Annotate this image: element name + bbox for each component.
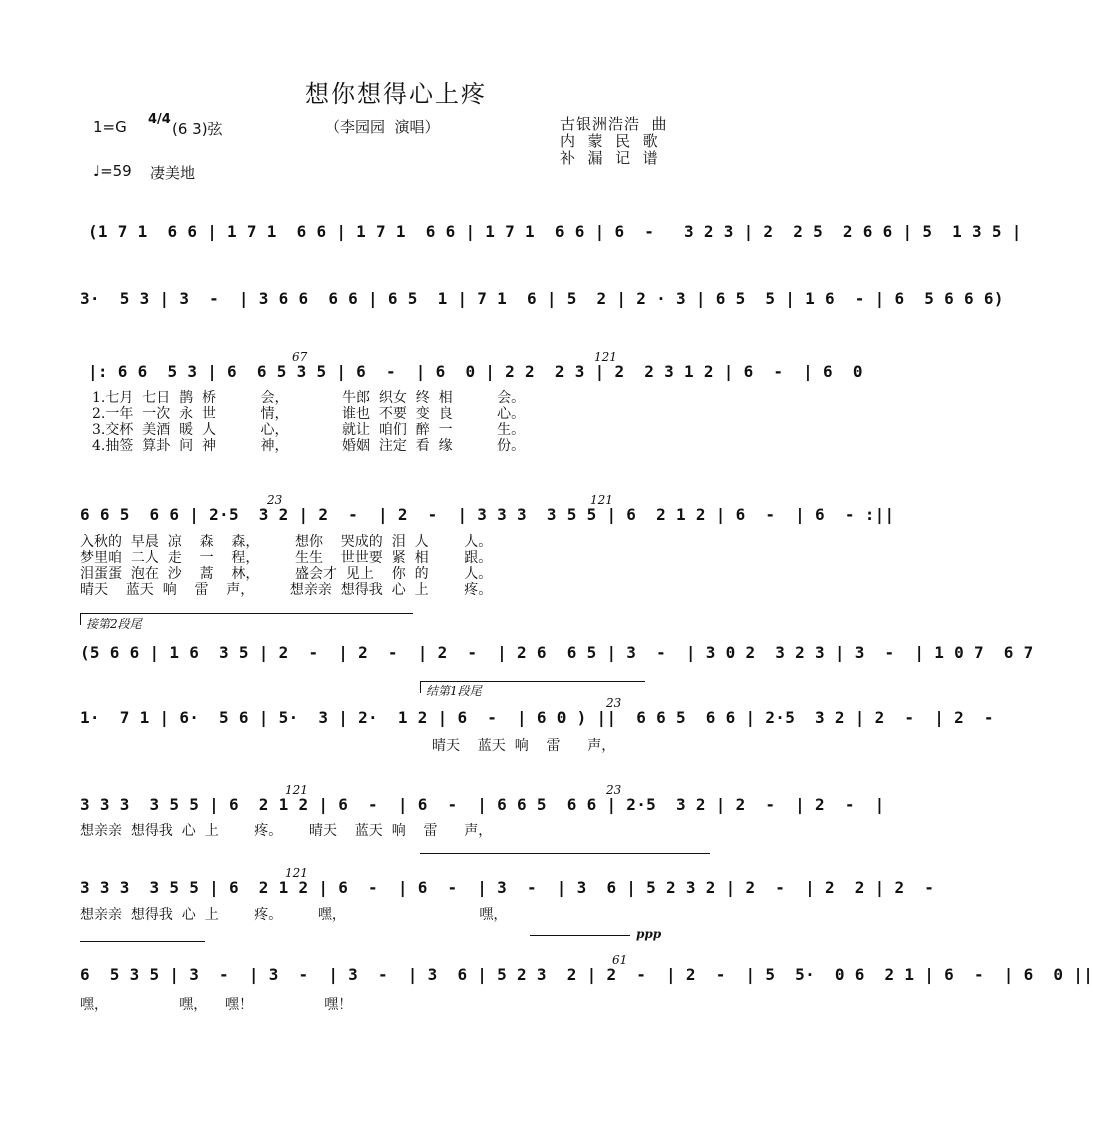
key-signature: 1=G bbox=[93, 118, 127, 136]
score-line-3: |: 6 6 5 3 | 6 6 5 3 5 | 6 - | 6 0 | 2 2 2 3 | 2 2 3 1 2 | 6 - | 6 0 bbox=[88, 362, 863, 381]
lyrics-line-6: 晴天 蓝天 响 雷 声， bbox=[432, 738, 616, 754]
score-line-9: 6 5 3 5 | 3 - | 3 - | 3 - | 3 6 | 5 2 3 2 | 2 - | 2 - | 5 5· 0 6 2 1 | 6 - | 6 0 || bbox=[80, 965, 1093, 984]
grace-note: 67 bbox=[292, 350, 308, 364]
ending-mark: 结第1段尾 bbox=[426, 684, 482, 698]
tempo: ♩=59 bbox=[93, 162, 132, 180]
performer: （李园园 演唱） bbox=[325, 118, 440, 136]
slur-line bbox=[80, 941, 205, 942]
composer-credit: 古银洲浩浩 曲 bbox=[560, 115, 668, 133]
refrain-1: 入秋的 早晨 凉 森 森， 想你 哭成的 泪 人 人。 bbox=[80, 534, 493, 550]
origin-credit: 内 蒙 民 歌 bbox=[560, 132, 659, 150]
verse-1: 1.七月 七日 鹊 桥 会， 牛郎 织女 终 相 会。 bbox=[92, 390, 526, 406]
dynamic-mark: ppp bbox=[636, 927, 662, 941]
grace-note: 23 bbox=[606, 696, 622, 710]
slur-line bbox=[420, 853, 710, 854]
verse-4: 4.抽签 算卦 问 神 神， 婚姻 注定 看 缘 份。 bbox=[92, 438, 526, 454]
verse-3: 3.交杯 美酒 暖 人 心， 就让 咱们 醉 一 生。 bbox=[92, 422, 526, 438]
lyrics-line-9: 嘿， 嘿， 嘿！ 嘿！ bbox=[80, 997, 353, 1013]
refrain-3: 泪蛋蛋 泡在 沙 蒿 林， 盛会才 见上 你 的 人。 bbox=[80, 566, 493, 582]
grace-note: 121 bbox=[285, 866, 308, 880]
refrain-4: 晴天 蓝天 响 雷 声， 想亲亲 想得我 心 上 疼。 bbox=[80, 582, 493, 598]
score-line-8: 3 3 3 3 5 5 | 6 2 1 2 | 6 - | 6 - | 3 - | 3 6 | 5 2 3 2 | 2 - | 2 2 | 2 - bbox=[80, 878, 935, 897]
score-line-1: (1 7 1 6 6 | 1 7 1 6 6 | 1 7 1 6 6 | 1 7 1 6 6 | 6 - 3 2 3 | 2 2 5 2 6 6 | 5 1 3 5 | bbox=[88, 222, 1022, 241]
expression-mark: 凄美地 bbox=[150, 164, 196, 182]
score-line-6: 1· 7 1 | 6· 5 6 | 5· 3 | 2· 1 2 | 6 - | 6 0 ) || 6 6 5 6 6 | 2·5 3 2 | 2 - | 2 - bbox=[80, 708, 994, 727]
score-line-7: 3 3 3 3 5 5 | 6 2 1 2 | 6 - | 6 - | 6 6 5 6 6 | 2·5 3 2 | 2 - | 2 - | bbox=[80, 795, 885, 814]
grace-note: 61 bbox=[612, 953, 628, 967]
verse-2: 2.一年 一次 永 世 情， 谁也 不要 变 良 心。 bbox=[92, 406, 526, 422]
jump-mark: 接第2段尾 bbox=[86, 617, 142, 631]
decrescendo-upper bbox=[530, 935, 630, 936]
lyrics-line-8: 想亲亲 想得我 心 上 疼。 嘿， 嘿， bbox=[80, 907, 508, 923]
transcriber-credit: 补 漏 记 谱 bbox=[560, 149, 659, 167]
grace-note: 23 bbox=[267, 493, 283, 507]
jump-bracket-edge bbox=[80, 613, 81, 625]
grace-note: 23 bbox=[606, 783, 622, 797]
refrain-2: 梦里咱 二人 走 一 程， 生生 世世要 紧 相 跟。 bbox=[80, 550, 493, 566]
grace-note: 121 bbox=[594, 350, 617, 364]
score-line-4: 6 6 5 6 6 | 2·5 3 2 | 2 - | 2 - | 3 3 3 3 5 5 | 6 2 1 2 | 6 - | 6 - :|| bbox=[80, 505, 895, 524]
score-line-2: 3· 5 3 | 3 - | 3 6 6 6 6 | 6 5 1 | 7 1 6 | 5 2 | 2 · 3 | 6 5 5 | 1 6 - | 6 5 6 6 6) bbox=[80, 289, 1004, 308]
score-line-5: (5 6 6 | 1 6 3 5 | 2 - | 2 - | 2 - | 2 6 6 5 | 3 - | 3 0 2 3 2 3 | 3 - | 1 0 7 6 7 bbox=[80, 643, 1034, 662]
lyrics-line-7: 想亲亲 想得我 心 上 疼。 晴天 蓝天 响 雷 声， bbox=[80, 823, 493, 839]
jump-bracket bbox=[80, 613, 413, 614]
page-title: 想你想得心上疼 bbox=[305, 80, 487, 108]
tuning: (6 3)弦 bbox=[172, 120, 223, 138]
grace-note: 121 bbox=[285, 783, 308, 797]
grace-note: 121 bbox=[590, 493, 613, 507]
time-signature: 4/4 bbox=[148, 112, 171, 127]
ending-bracket-edge bbox=[420, 681, 421, 693]
